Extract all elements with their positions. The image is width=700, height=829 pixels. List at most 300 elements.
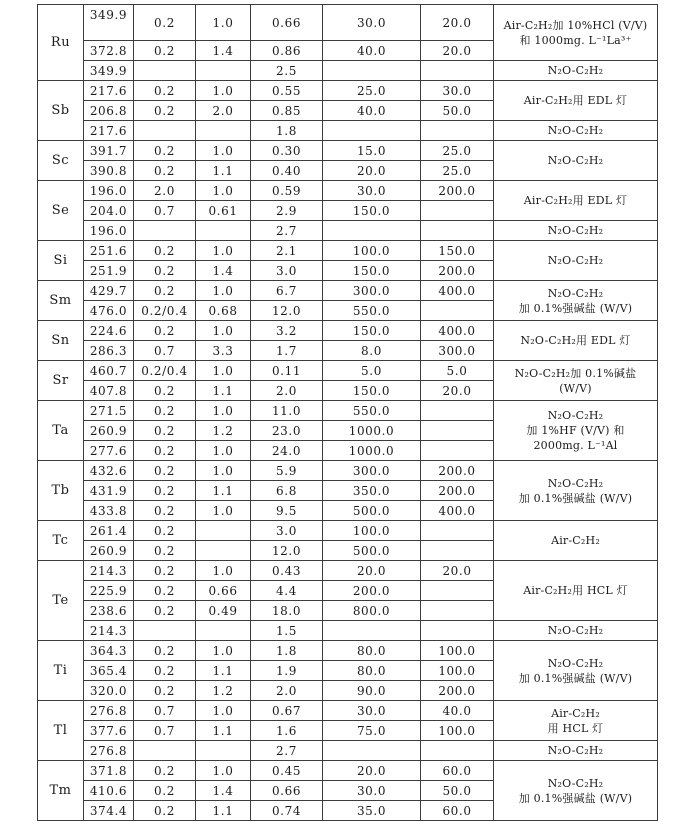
char-conc-cell: 0.74 bbox=[251, 801, 323, 821]
flame-note-line: Air-C₂H₂用 EDL 灯 bbox=[523, 194, 628, 207]
element-symbol: Sr bbox=[38, 361, 84, 401]
value-cell bbox=[196, 621, 251, 641]
flame-note-line: Air-C₂H₂用 EDL 灯 bbox=[523, 94, 628, 107]
conc-cell: 25.0 bbox=[421, 141, 494, 161]
slit-cell: 0.2 bbox=[134, 441, 196, 461]
char-conc-cell: 3.0 bbox=[251, 521, 323, 541]
wavelength-cell: 251.9 bbox=[84, 261, 134, 281]
flame-note-line: 2000mg. L⁻¹Al bbox=[533, 439, 618, 452]
value-cell: 0.68 bbox=[196, 301, 251, 321]
value-cell: 1.0 bbox=[196, 641, 251, 661]
element-symbol: Si bbox=[38, 241, 84, 281]
char-conc-cell: 1.7 bbox=[251, 341, 323, 361]
char-conc-cell: 0.66 bbox=[251, 781, 323, 801]
slit-cell bbox=[134, 61, 196, 81]
flame-note-line: N₂O-C₂H₂ bbox=[547, 64, 604, 77]
value-cell: 1.0 bbox=[196, 241, 251, 261]
range-cell: 550.0 bbox=[323, 301, 421, 321]
wavelength-cell: 390.8 bbox=[84, 161, 134, 181]
char-conc-cell: 0.86 bbox=[251, 41, 323, 61]
conc-cell bbox=[421, 581, 494, 601]
flame-note-line: N₂O-C₂H₂ bbox=[547, 154, 604, 167]
value-cell: 1.2 bbox=[196, 681, 251, 701]
char-conc-cell: 23.0 bbox=[251, 421, 323, 441]
char-conc-cell: 0.11 bbox=[251, 361, 323, 381]
element-symbol: Ti bbox=[38, 641, 84, 701]
range-cell: 150.0 bbox=[323, 201, 421, 221]
conc-cell bbox=[421, 601, 494, 621]
range-cell: 40.0 bbox=[323, 41, 421, 61]
flame-note-line: N₂O-C₂H₂ bbox=[547, 624, 604, 637]
table-row bbox=[38, 5, 658, 41]
range-cell: 30.0 bbox=[323, 181, 421, 201]
flame-note-line: 和 1000mg. L⁻¹La³⁺ bbox=[519, 33, 632, 47]
flame-note-cell bbox=[494, 181, 658, 221]
conc-cell: 200.0 bbox=[421, 681, 494, 701]
slit-cell: 0.7 bbox=[134, 721, 196, 741]
flame-note-line: N₂O-C₂H₂加 0.1%碱盐 bbox=[514, 366, 637, 380]
flame-note-cell bbox=[494, 641, 658, 701]
slit-cell: 0.2/0.4 bbox=[134, 361, 196, 381]
table-row bbox=[38, 401, 658, 421]
flame-note-cell bbox=[494, 221, 658, 241]
flame-note-line: 加 1%HF (V/V) 和 bbox=[526, 424, 625, 437]
range-cell: 100.0 bbox=[323, 521, 421, 541]
slit-cell bbox=[134, 221, 196, 241]
wavelength-cell: 276.8 bbox=[84, 701, 134, 721]
char-conc-cell: 1.8 bbox=[251, 121, 323, 141]
slit-cell: 0.2 bbox=[134, 601, 196, 621]
range-cell: 350.0 bbox=[323, 481, 421, 501]
slit-cell: 0.2 bbox=[134, 5, 196, 41]
value-cell: 1.0 bbox=[196, 321, 251, 341]
flame-note-line: N₂O-C₂H₂ bbox=[547, 656, 604, 670]
flame-note-line: (W/V) bbox=[559, 381, 592, 395]
wavelength-cell: 391.7 bbox=[84, 141, 134, 161]
flame-note-cell bbox=[494, 761, 658, 821]
flame-note-cell bbox=[494, 741, 658, 761]
flame-note-line: 加 0.1%强碱盐 (W/V) bbox=[518, 791, 633, 805]
table-row bbox=[38, 281, 658, 301]
wavelength-cell: 460.7 bbox=[84, 361, 134, 381]
slit-cell: 0.2 bbox=[134, 661, 196, 681]
value-cell: 0.61 bbox=[196, 201, 251, 221]
conc-cell: 40.0 bbox=[421, 701, 494, 721]
flame-note-cell bbox=[494, 701, 658, 741]
wavelength-cell: 206.8 bbox=[84, 101, 134, 121]
wavelength-cell: 371.8 bbox=[84, 761, 134, 781]
conc-cell: 100.0 bbox=[421, 721, 494, 741]
flame-note-line: Air-C₂H₂加 10%HCl (V/V) bbox=[503, 18, 648, 32]
slit-cell: 0.2 bbox=[134, 801, 196, 821]
conc-cell: 400.0 bbox=[421, 281, 494, 301]
range-cell bbox=[323, 221, 421, 241]
slit-cell: 0.2 bbox=[134, 81, 196, 101]
flame-note-line: N₂O-C₂H₂用 EDL 灯 bbox=[520, 334, 631, 347]
slit-cell: 0.2 bbox=[134, 141, 196, 161]
conc-cell: 400.0 bbox=[421, 501, 494, 521]
wavelength-cell: 196.0 bbox=[84, 181, 134, 201]
char-conc-cell: 0.66 bbox=[251, 5, 323, 41]
slit-cell: 0.2 bbox=[134, 461, 196, 481]
table-row bbox=[38, 621, 658, 641]
char-conc-cell: 0.55 bbox=[251, 81, 323, 101]
slit-cell: 0.2 bbox=[134, 761, 196, 781]
conc-cell: 20.0 bbox=[421, 561, 494, 581]
element-symbol: Ru bbox=[38, 5, 84, 81]
range-cell: 30.0 bbox=[323, 781, 421, 801]
value-cell: 1.1 bbox=[196, 481, 251, 501]
conc-cell bbox=[421, 541, 494, 561]
value-cell: 1.0 bbox=[196, 761, 251, 781]
conc-cell: 200.0 bbox=[421, 181, 494, 201]
flame-note-cell bbox=[494, 121, 658, 141]
char-conc-cell: 2.1 bbox=[251, 241, 323, 261]
slit-cell: 0.2 bbox=[134, 481, 196, 501]
wavelength-cell: 251.6 bbox=[84, 241, 134, 261]
wavelength-cell: 407.8 bbox=[84, 381, 134, 401]
range-cell: 550.0 bbox=[323, 401, 421, 421]
slit-cell: 0.2 bbox=[134, 261, 196, 281]
slit-cell: 0.7 bbox=[134, 341, 196, 361]
range-cell: 150.0 bbox=[323, 261, 421, 281]
flame-note-line: N₂O-C₂H₂ bbox=[547, 744, 604, 757]
table-row bbox=[38, 181, 658, 201]
conc-cell: 60.0 bbox=[421, 801, 494, 821]
char-conc-cell: 5.9 bbox=[251, 461, 323, 481]
slit-cell: 0.2 bbox=[134, 381, 196, 401]
element-symbol: Se bbox=[38, 181, 84, 241]
slit-cell bbox=[134, 741, 196, 761]
range-cell: 100.0 bbox=[323, 241, 421, 261]
flame-note-cell bbox=[494, 461, 658, 521]
element-symbol: Tc bbox=[38, 521, 84, 561]
wavelength-cell: 349.9 bbox=[84, 5, 134, 41]
slit-cell: 0.2 bbox=[134, 561, 196, 581]
slit-cell: 0.2 bbox=[134, 681, 196, 701]
value-cell: 1.0 bbox=[196, 281, 251, 301]
wavelength-cell: 476.0 bbox=[84, 301, 134, 321]
flame-note-line: N₂O-C₂H₂ bbox=[547, 286, 604, 300]
flame-note-line: N₂O-C₂H₂ bbox=[547, 124, 604, 137]
conc-cell: 100.0 bbox=[421, 661, 494, 681]
value-cell: 1.0 bbox=[196, 181, 251, 201]
wavelength-cell: 377.6 bbox=[84, 721, 134, 741]
char-conc-cell: 24.0 bbox=[251, 441, 323, 461]
slit-cell bbox=[134, 621, 196, 641]
flame-note-cell bbox=[494, 521, 658, 561]
wavelength-cell: 349.9 bbox=[84, 61, 134, 81]
wavelength-cell: 276.8 bbox=[84, 741, 134, 761]
value-cell: 1.1 bbox=[196, 381, 251, 401]
wavelength-cell: 410.6 bbox=[84, 781, 134, 801]
value-cell bbox=[196, 61, 251, 81]
flame-note-cell bbox=[494, 621, 658, 641]
value-cell: 0.49 bbox=[196, 601, 251, 621]
slit-cell: 0.2 bbox=[134, 281, 196, 301]
flame-note-line: N₂O-C₂H₂ bbox=[547, 476, 604, 490]
table-row bbox=[38, 241, 658, 261]
conc-cell bbox=[421, 521, 494, 541]
table-row bbox=[38, 741, 658, 761]
flame-note-line: 加 0.1%强碱盐 (W/V) bbox=[518, 301, 633, 315]
conc-cell: 5.0 bbox=[421, 361, 494, 381]
table-row bbox=[38, 641, 658, 661]
wavelength-cell: 432.6 bbox=[84, 461, 134, 481]
value-cell: 1.2 bbox=[196, 421, 251, 441]
value-cell bbox=[196, 541, 251, 561]
slit-cell: 0.7 bbox=[134, 201, 196, 221]
char-conc-cell: 4.4 bbox=[251, 581, 323, 601]
conc-cell bbox=[421, 741, 494, 761]
range-cell bbox=[323, 61, 421, 81]
value-cell: 1.4 bbox=[196, 781, 251, 801]
wavelength-cell: 277.6 bbox=[84, 441, 134, 461]
range-cell: 20.0 bbox=[323, 761, 421, 781]
element-symbol: Tl bbox=[38, 701, 84, 761]
char-conc-cell: 6.8 bbox=[251, 481, 323, 501]
value-cell: 1.0 bbox=[196, 701, 251, 721]
flame-note-cell bbox=[494, 561, 658, 621]
range-cell: 300.0 bbox=[323, 461, 421, 481]
conc-cell: 60.0 bbox=[421, 761, 494, 781]
slit-cell: 0.2 bbox=[134, 321, 196, 341]
wavelength-cell: 217.6 bbox=[84, 81, 134, 101]
char-conc-cell: 3.2 bbox=[251, 321, 323, 341]
wavelength-cell: 204.0 bbox=[84, 201, 134, 221]
slit-cell: 0.2 bbox=[134, 521, 196, 541]
element-symbol: Sb bbox=[38, 81, 84, 141]
table-row bbox=[38, 81, 658, 101]
table-row bbox=[38, 121, 658, 141]
table-row bbox=[38, 561, 658, 581]
slit-cell: 0.2 bbox=[134, 101, 196, 121]
range-cell: 1000.0 bbox=[323, 421, 421, 441]
conc-cell: 300.0 bbox=[421, 341, 494, 361]
char-conc-cell: 0.67 bbox=[251, 701, 323, 721]
conc-cell bbox=[421, 441, 494, 461]
wavelength-cell: 214.3 bbox=[84, 561, 134, 581]
range-cell: 150.0 bbox=[323, 381, 421, 401]
conc-cell: 200.0 bbox=[421, 261, 494, 281]
value-cell: 1.4 bbox=[196, 261, 251, 281]
char-conc-cell: 3.0 bbox=[251, 261, 323, 281]
slit-cell: 0.2 bbox=[134, 241, 196, 261]
element-symbol: Sn bbox=[38, 321, 84, 361]
table-row bbox=[38, 141, 658, 161]
wavelength-cell: 374.4 bbox=[84, 801, 134, 821]
table-row bbox=[38, 761, 658, 781]
char-conc-cell: 0.40 bbox=[251, 161, 323, 181]
conc-cell bbox=[421, 121, 494, 141]
slit-cell: 0.2 bbox=[134, 581, 196, 601]
char-conc-cell: 2.0 bbox=[251, 681, 323, 701]
value-cell: 1.1 bbox=[196, 801, 251, 821]
table-row bbox=[38, 221, 658, 241]
value-cell: 1.0 bbox=[196, 361, 251, 381]
value-cell: 1.1 bbox=[196, 161, 251, 181]
value-cell: 1.0 bbox=[196, 441, 251, 461]
element-symbol: Tm bbox=[38, 761, 84, 821]
value-cell bbox=[196, 121, 251, 141]
flame-note-line: Air-C₂H₂ bbox=[551, 534, 600, 547]
conc-cell: 150.0 bbox=[421, 241, 494, 261]
range-cell bbox=[323, 741, 421, 761]
char-conc-cell: 2.7 bbox=[251, 221, 323, 241]
conc-cell: 20.0 bbox=[421, 381, 494, 401]
conc-cell bbox=[421, 61, 494, 81]
conc-cell: 50.0 bbox=[421, 781, 494, 801]
flame-note-cell bbox=[494, 281, 658, 321]
slit-cell: 0.2 bbox=[134, 781, 196, 801]
wavelength-cell: 224.6 bbox=[84, 321, 134, 341]
flame-note-line: 加 0.1%强碱盐 (W/V) bbox=[518, 671, 633, 685]
slit-cell: 0.2 bbox=[134, 641, 196, 661]
range-cell: 150.0 bbox=[323, 321, 421, 341]
char-conc-cell: 2.7 bbox=[251, 741, 323, 761]
slit-cell: 0.2/0.4 bbox=[134, 301, 196, 321]
range-cell: 35.0 bbox=[323, 801, 421, 821]
wavelength-cell: 261.4 bbox=[84, 521, 134, 541]
range-cell: 5.0 bbox=[323, 361, 421, 381]
flame-note-cell bbox=[494, 241, 658, 281]
conc-cell: 30.0 bbox=[421, 81, 494, 101]
char-conc-cell: 1.8 bbox=[251, 641, 323, 661]
char-conc-cell: 0.59 bbox=[251, 181, 323, 201]
slit-cell: 0.2 bbox=[134, 541, 196, 561]
range-cell bbox=[323, 621, 421, 641]
conc-cell: 25.0 bbox=[421, 161, 494, 181]
char-conc-cell: 11.0 bbox=[251, 401, 323, 421]
char-conc-cell: 1.5 bbox=[251, 621, 323, 641]
wavelength-cell: 372.8 bbox=[84, 41, 134, 61]
flame-note-line: N₂O-C₂H₂ bbox=[547, 409, 604, 422]
value-cell: 1.1 bbox=[196, 721, 251, 741]
conc-cell: 20.0 bbox=[421, 5, 494, 41]
char-conc-cell: 2.0 bbox=[251, 381, 323, 401]
range-cell: 20.0 bbox=[323, 161, 421, 181]
char-conc-cell: 0.85 bbox=[251, 101, 323, 121]
range-cell: 25.0 bbox=[323, 81, 421, 101]
table-row bbox=[38, 321, 658, 341]
range-cell: 30.0 bbox=[323, 5, 421, 41]
value-cell: 1.0 bbox=[196, 561, 251, 581]
flame-note-line: N₂O-C₂H₂ bbox=[547, 224, 604, 237]
range-cell: 75.0 bbox=[323, 721, 421, 741]
slit-cell: 0.2 bbox=[134, 161, 196, 181]
flame-note-cell bbox=[494, 321, 658, 361]
conc-cell bbox=[421, 301, 494, 321]
conc-cell: 400.0 bbox=[421, 321, 494, 341]
conc-cell: 20.0 bbox=[421, 41, 494, 61]
slit-cell: 0.2 bbox=[134, 41, 196, 61]
value-cell: 3.3 bbox=[196, 341, 251, 361]
char-conc-cell: 2.9 bbox=[251, 201, 323, 221]
flame-note-cell bbox=[494, 5, 658, 61]
value-cell: 1.1 bbox=[196, 661, 251, 681]
value-cell: 1.0 bbox=[196, 461, 251, 481]
conc-cell bbox=[421, 201, 494, 221]
flame-note-cell bbox=[494, 361, 658, 401]
slit-cell: 0.2 bbox=[134, 421, 196, 441]
wavelength-cell: 260.9 bbox=[84, 541, 134, 561]
char-conc-cell: 1.9 bbox=[251, 661, 323, 681]
flame-note-cell bbox=[494, 61, 658, 81]
slit-cell: 0.2 bbox=[134, 401, 196, 421]
flame-note-line: Air-C₂H₂用 HCL 灯 bbox=[523, 584, 628, 597]
slit-cell bbox=[134, 121, 196, 141]
value-cell bbox=[196, 741, 251, 761]
range-cell: 300.0 bbox=[323, 281, 421, 301]
wavelength-cell: 433.8 bbox=[84, 501, 134, 521]
table-row bbox=[38, 61, 658, 81]
range-cell: 800.0 bbox=[323, 601, 421, 621]
value-cell: 2.0 bbox=[196, 101, 251, 121]
char-conc-cell: 0.45 bbox=[251, 761, 323, 781]
char-conc-cell: 2.5 bbox=[251, 61, 323, 81]
char-conc-cell: 12.0 bbox=[251, 301, 323, 321]
range-cell bbox=[323, 121, 421, 141]
wavelength-cell: 196.0 bbox=[84, 221, 134, 241]
conc-cell: 200.0 bbox=[421, 461, 494, 481]
wavelength-cell: 429.7 bbox=[84, 281, 134, 301]
slit-cell: 0.2 bbox=[134, 501, 196, 521]
value-cell: 1.0 bbox=[196, 501, 251, 521]
wavelength-cell: 320.0 bbox=[84, 681, 134, 701]
wavelength-cell: 260.9 bbox=[84, 421, 134, 441]
element-symbol: Tb bbox=[38, 461, 84, 521]
flame-note-line: Air-C₂H₂ bbox=[551, 706, 600, 720]
char-conc-cell: 9.5 bbox=[251, 501, 323, 521]
conc-cell bbox=[421, 621, 494, 641]
wavelength-cell: 271.5 bbox=[84, 401, 134, 421]
range-cell: 80.0 bbox=[323, 641, 421, 661]
range-cell: 20.0 bbox=[323, 561, 421, 581]
value-cell bbox=[196, 221, 251, 241]
wavelength-cell: 238.6 bbox=[84, 601, 134, 621]
slit-cell: 2.0 bbox=[134, 181, 196, 201]
wavelength-cell: 365.4 bbox=[84, 661, 134, 681]
value-cell: 1.0 bbox=[196, 141, 251, 161]
range-cell: 80.0 bbox=[323, 661, 421, 681]
slit-cell: 0.7 bbox=[134, 701, 196, 721]
char-conc-cell: 1.6 bbox=[251, 721, 323, 741]
range-cell: 15.0 bbox=[323, 141, 421, 161]
aas-conditions-table bbox=[37, 4, 658, 821]
flame-note-line: 加 0.1%强碱盐 (W/V) bbox=[518, 491, 633, 505]
range-cell: 500.0 bbox=[323, 541, 421, 561]
conc-cell bbox=[421, 401, 494, 421]
flame-note-line: N₂O-C₂H₂ bbox=[547, 776, 604, 790]
element-symbol: Ta bbox=[38, 401, 84, 461]
value-cell: 1.0 bbox=[196, 5, 251, 41]
wavelength-cell: 364.3 bbox=[84, 641, 134, 661]
range-cell: 8.0 bbox=[323, 341, 421, 361]
wavelength-cell: 214.3 bbox=[84, 621, 134, 641]
char-conc-cell: 18.0 bbox=[251, 601, 323, 621]
range-cell: 1000.0 bbox=[323, 441, 421, 461]
wavelength-cell: 431.9 bbox=[84, 481, 134, 501]
flame-note-cell bbox=[494, 141, 658, 181]
range-cell: 500.0 bbox=[323, 501, 421, 521]
wavelength-cell: 225.9 bbox=[84, 581, 134, 601]
conc-cell bbox=[421, 421, 494, 441]
range-cell: 30.0 bbox=[323, 701, 421, 721]
flame-note-cell bbox=[494, 81, 658, 121]
table-row bbox=[38, 361, 658, 381]
value-cell: 0.66 bbox=[196, 581, 251, 601]
flame-note-line: N₂O-C₂H₂ bbox=[547, 254, 604, 267]
